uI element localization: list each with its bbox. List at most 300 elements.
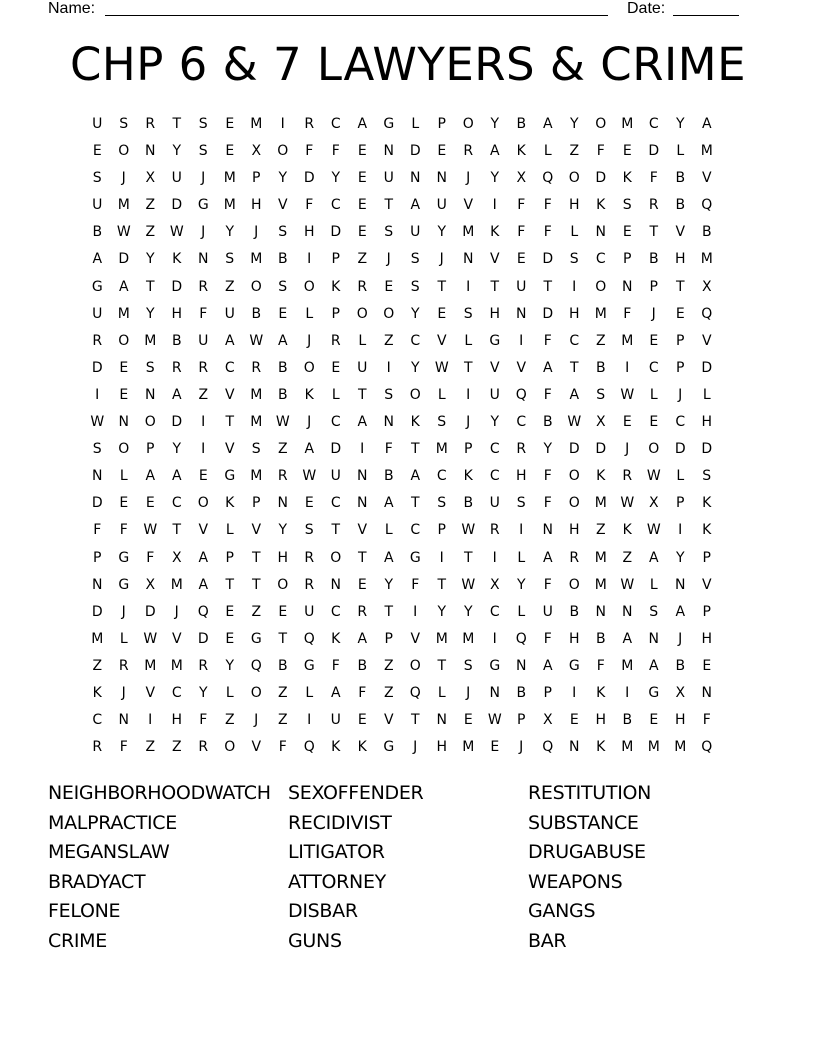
grid-letter: W (620, 576, 635, 593)
grid-letter: L (384, 522, 393, 539)
grid-letter: R (304, 549, 315, 566)
grid-letter: L (570, 224, 579, 241)
word-list-item: FELONE (48, 900, 121, 923)
grid-letter: E (357, 170, 367, 187)
grid-letter: R (92, 332, 103, 349)
grid-letter: T (384, 603, 394, 620)
grid-letter: M (117, 197, 130, 214)
grid-letter: W (487, 712, 502, 729)
grid-letter: L (517, 549, 526, 566)
grid-letter: M (462, 630, 475, 647)
grid-letter: P (225, 549, 234, 566)
grid-letter: Z (224, 712, 235, 729)
grid-letter: Z (198, 386, 209, 403)
grid-letter: N (569, 739, 580, 756)
grid-letter: T (410, 495, 420, 512)
grid-letter: M (700, 251, 713, 268)
grid-letter: L (649, 576, 658, 593)
grid-letter: H (701, 414, 713, 431)
word-list (48, 779, 768, 957)
grid-letter: Y (384, 576, 394, 593)
grid-letter: Z (383, 332, 394, 349)
grid-letter: B (171, 332, 182, 349)
grid-letter: M (594, 549, 607, 566)
grid-letter: H (674, 712, 686, 729)
word-list-item: DISBAR (288, 900, 358, 923)
grid-letter: X (675, 684, 686, 701)
grid-letter: L (517, 603, 526, 620)
grid-letter: O (303, 278, 315, 295)
grid-letter: T (357, 386, 367, 403)
grid-letter: P (517, 712, 526, 729)
grid-letter: N (542, 522, 553, 539)
grid-letter: J (201, 224, 206, 241)
grid-letter: R (304, 116, 315, 132)
grid-letter: J (651, 305, 656, 322)
grid-letter: V (224, 441, 235, 458)
grid-letter: V (251, 522, 262, 539)
grid-letter: J (466, 170, 471, 187)
grid-letter: S (463, 305, 473, 322)
grid-letter: O (250, 684, 262, 701)
grid-letter: S (622, 197, 632, 214)
grid-letter: Y (675, 116, 685, 132)
grid-letter: Z (595, 522, 606, 539)
grid-letter: W (620, 495, 635, 512)
grid-letter: Y (463, 603, 473, 620)
grid-letter: D (648, 143, 660, 160)
grid-letter: V (224, 386, 235, 403)
grid-letter: N (622, 278, 633, 295)
grid-letter: L (437, 684, 446, 701)
grid-letter: V (489, 359, 500, 376)
grid-letter: Q (515, 386, 527, 403)
grid-letter: N (436, 712, 447, 729)
grid-letter: Y (437, 224, 447, 241)
grid-letter: S (437, 495, 447, 512)
grid-letter: J (439, 251, 444, 268)
grid-letter: G (250, 630, 262, 647)
grid-letter: N (118, 712, 129, 729)
grid-letter: J (678, 386, 683, 403)
grid-letter: A (542, 116, 553, 132)
grid-letter: J (466, 684, 471, 701)
grid-letter: T (278, 630, 288, 647)
grid-letter: P (623, 251, 632, 268)
grid-letter: E (384, 278, 394, 295)
grid-letter: D (197, 630, 209, 647)
grid-letter: L (437, 386, 446, 403)
grid-letter: O (568, 495, 580, 512)
grid-letter: I (148, 712, 153, 729)
grid-letter: E (437, 143, 447, 160)
grid-letter: R (648, 197, 659, 214)
grid-letter: X (595, 414, 606, 431)
grid-letter: C (436, 468, 447, 485)
grid-letter: I (307, 712, 312, 729)
grid-letter: T (172, 522, 182, 539)
grid-letter: F (543, 630, 552, 647)
grid-letter: O (568, 170, 580, 187)
grid-letter: U (357, 359, 368, 376)
grid-letter: S (92, 170, 102, 187)
grid-letter: V (701, 576, 712, 593)
grid-letter: S (516, 495, 526, 512)
grid-letter: H (568, 522, 580, 539)
grid-letter: E (331, 359, 341, 376)
grid-letter: T (225, 414, 235, 431)
grid-letter: S (225, 251, 235, 268)
grid-letter: B (251, 305, 262, 322)
grid-letter: G (303, 657, 315, 674)
grid-letter: O (383, 305, 395, 322)
grid-letter: W (461, 522, 476, 539)
grid-letter: A (277, 332, 288, 349)
word-list-item: SUBSTANCE (528, 811, 639, 834)
grid-letter: R (357, 603, 368, 620)
grid-letter: N (383, 143, 394, 160)
grid-letter: L (676, 468, 685, 485)
grid-letter: F (119, 522, 128, 539)
grid-letter: D (91, 359, 103, 376)
grid-letter: L (305, 305, 314, 322)
grid-letter: F (517, 224, 526, 241)
grid-letter: E (622, 143, 632, 160)
grid-letter: Y (569, 116, 579, 132)
grid-letter: A (198, 576, 209, 593)
grid-letter: F (543, 386, 552, 403)
grid-letter: P (676, 359, 685, 376)
grid-letter: A (171, 468, 182, 485)
grid-letter: A (118, 278, 129, 295)
grid-letter: T (357, 549, 367, 566)
grid-letter: S (384, 224, 394, 241)
grid-letter: S (384, 386, 394, 403)
grid-letter: L (411, 116, 420, 132)
grid-letter: V (251, 739, 262, 756)
grid-letter: B (569, 603, 580, 620)
grid-letter: M (223, 170, 236, 187)
grid-letter: E (649, 712, 659, 729)
grid-letter: K (622, 170, 632, 187)
grid-letter: F (517, 197, 526, 214)
grid-letter: Z (171, 739, 182, 756)
grid-letter: G (383, 739, 395, 756)
grid-letter: M (594, 576, 607, 593)
grid-letter: V (436, 332, 447, 349)
grid-letter: R (145, 116, 156, 132)
grid-letter: K (331, 630, 341, 647)
grid-letter: F (543, 468, 552, 485)
grid-letter: Z (277, 441, 288, 458)
grid-letter: G (91, 278, 103, 295)
grid-letter: H (489, 305, 501, 322)
grid-letter: T (437, 576, 447, 593)
grid-letter: J (121, 603, 126, 620)
grid-letter: E (437, 305, 447, 322)
grid-letter: L (305, 684, 314, 701)
grid-letter: S (92, 441, 102, 458)
grid-letter: L (225, 684, 234, 701)
grid-letter: H (277, 549, 289, 566)
grid-letter: W (646, 468, 661, 485)
grid-letter: A (701, 116, 712, 132)
grid-letter: K (702, 522, 712, 539)
grid-letter: M (223, 197, 236, 214)
grid-letter: B (463, 495, 474, 512)
grid-letter: J (519, 739, 524, 756)
word-list-item: RECIDIVIST (288, 811, 392, 834)
name-blank-line (105, 15, 608, 16)
grid-letter: E (225, 630, 235, 647)
grid-letter: M (435, 630, 448, 647)
grid-letter: K (596, 197, 606, 214)
grid-letter: M (594, 305, 607, 322)
grid-letter: E (675, 305, 685, 322)
grid-letter: F (358, 684, 367, 701)
grid-letter: J (413, 739, 418, 756)
grid-letter: X (251, 143, 262, 160)
grid-letter: M (117, 305, 130, 322)
grid-letter: D (330, 441, 342, 458)
grid-letter: J (174, 603, 179, 620)
grid-letter: K (331, 739, 341, 756)
grid-letter: Z (383, 684, 394, 701)
grid-letter: F (543, 576, 552, 593)
grid-letter: T (543, 278, 553, 295)
grid-letter: S (463, 657, 473, 674)
grid-letter: J (121, 684, 126, 701)
grid-letter: B (701, 224, 712, 241)
grid-letter: O (409, 657, 421, 674)
grid-letter: E (702, 657, 712, 674)
grid-letter: E (622, 414, 632, 431)
grid-letter: N (489, 684, 500, 701)
grid-letter: N (675, 576, 686, 593)
grid-letter: A (489, 143, 500, 160)
grid-letter: I (572, 684, 577, 701)
grid-letter: I (519, 522, 524, 539)
grid-letter: L (119, 630, 128, 647)
grid-letter: P (437, 522, 446, 539)
grid-letter: K (622, 522, 632, 539)
grid-letter: O (118, 143, 130, 160)
grid-letter: B (622, 712, 633, 729)
grid-letter: N (648, 630, 659, 647)
grid-letter: R (198, 359, 209, 376)
grid-letter: I (678, 522, 683, 539)
grid-letter: F (305, 197, 314, 214)
grid-letter: V (410, 630, 421, 647)
grid-letter: N (145, 386, 156, 403)
grid-letter: O (648, 441, 660, 458)
grid-letter: J (386, 251, 391, 268)
grid-letter: D (118, 251, 130, 268)
word-list-item: CRIME (48, 929, 107, 952)
grid-letter: L (649, 386, 658, 403)
grid-letter: S (596, 386, 606, 403)
grid-letter: D (409, 143, 421, 160)
grid-letter: K (463, 468, 473, 485)
grid-letter: X (542, 712, 553, 729)
grid-letter: H (568, 197, 580, 214)
grid-letter: I (201, 414, 206, 431)
grid-letter: H (171, 712, 183, 729)
grid-letter: P (252, 495, 261, 512)
grid-letter: Y (278, 170, 288, 187)
grid-letter: V (701, 332, 712, 349)
grid-letter: P (676, 495, 685, 512)
grid-letter: R (463, 143, 474, 160)
grid-letter: C (224, 359, 235, 376)
grid-letter: J (121, 170, 126, 187)
grid-letter: S (410, 251, 420, 268)
grid-letter: X (701, 278, 712, 295)
grid-letter: U (92, 305, 103, 322)
grid-letter: M (621, 657, 634, 674)
grid-letter: Q (303, 630, 315, 647)
grid-letter: O (224, 739, 236, 756)
grid-letter: H (171, 305, 183, 322)
grid-letter: K (596, 684, 606, 701)
grid-letter: I (95, 386, 100, 403)
grid-letter: T (675, 278, 685, 295)
grid-letter: W (90, 414, 105, 431)
grid-letter: J (201, 170, 206, 187)
grid-letter: H (595, 712, 607, 729)
grid-letter: T (437, 278, 447, 295)
grid-letter: F (199, 712, 208, 729)
grid-letter: C (330, 414, 341, 431)
grid-letter: K (596, 468, 606, 485)
grid-letter: A (383, 495, 394, 512)
grid-letter: D (542, 305, 554, 322)
grid-letter: F (543, 495, 552, 512)
word-list-item: DRUGABUSE (528, 841, 646, 864)
grid-letter: M (170, 657, 183, 674)
grid-letter: S (649, 603, 659, 620)
grid-letter: B (277, 251, 288, 268)
grid-letter: O (277, 576, 289, 593)
grid-letter: E (198, 468, 208, 485)
grid-letter: O (595, 278, 607, 295)
grid-letter: Y (198, 684, 208, 701)
grid-letter: S (437, 414, 447, 431)
grid-letter: E (463, 712, 473, 729)
word-list-item: GANGS (528, 900, 596, 923)
grid-letter: Z (277, 684, 288, 701)
grid-letter: D (91, 603, 103, 620)
grid-letter: B (277, 386, 288, 403)
grid-letter: R (330, 332, 341, 349)
grid-letter: T (410, 441, 420, 458)
grid-letter: Y (225, 224, 235, 241)
grid-letter: F (331, 657, 340, 674)
date-label: Date: (627, 0, 666, 17)
grid-letter: A (675, 603, 686, 620)
grid-letter: U (516, 278, 527, 295)
grid-letter: G (568, 657, 580, 674)
grid-letter: I (519, 332, 524, 349)
grid-letter: N (145, 143, 156, 160)
grid-letter: Q (542, 739, 554, 756)
grid-letter: J (254, 712, 259, 729)
grid-letter: B (383, 468, 394, 485)
grid-letter: J (307, 332, 312, 349)
grid-letter: F (119, 739, 128, 756)
grid-letter: O (118, 332, 130, 349)
grid-letter: Y (490, 170, 500, 187)
grid-letter: L (331, 386, 340, 403)
grid-letter: I (466, 386, 471, 403)
grid-letter: C (569, 332, 580, 349)
grid-letter: P (384, 630, 393, 647)
grid-letter: B (595, 630, 606, 647)
grid-letter: A (145, 468, 156, 485)
grid-letter: J (466, 414, 471, 431)
grid-letter: R (489, 522, 500, 539)
grid-letter: P (676, 332, 685, 349)
grid-letter: T (225, 576, 235, 593)
grid-letter: U (224, 305, 235, 322)
grid-letter: Y (331, 170, 341, 187)
word-list-item: LITIGATOR (288, 841, 385, 864)
grid-letter: E (649, 332, 659, 349)
grid-letter: N (595, 603, 606, 620)
grid-letter: Q (701, 305, 713, 322)
grid-letter: S (702, 468, 712, 485)
grid-letter: Q (542, 170, 554, 187)
grid-letter: U (198, 332, 209, 349)
grid-letter: F (411, 576, 420, 593)
grid-letter: L (543, 143, 552, 160)
grid-letter: P (437, 116, 446, 132)
grid-letter: Z (357, 251, 368, 268)
grid-letter: F (199, 305, 208, 322)
grid-letter: A (330, 684, 341, 701)
word-list-item: WEAPONS (528, 870, 623, 893)
grid-letter: T (463, 359, 473, 376)
grid-letter: F (623, 305, 632, 322)
grid-letter: Z (383, 657, 394, 674)
grid-letter: X (145, 576, 156, 593)
grid-letter: N (357, 495, 368, 512)
grid-letter: L (358, 332, 367, 349)
grid-letter: J (307, 414, 312, 431)
grid-letter: O (250, 278, 262, 295)
grid-letter: P (146, 441, 155, 458)
grid-letter: K (357, 739, 367, 756)
grid-letter: T (172, 116, 182, 132)
grid-letter: G (118, 576, 130, 593)
grid-letter: Z (622, 549, 633, 566)
grid-letter: K (702, 495, 712, 512)
grid-letter: H (515, 468, 527, 485)
grid-letter: E (649, 414, 659, 431)
grid-letter: H (303, 224, 315, 241)
grid-letter: F (543, 224, 552, 241)
grid-letter: D (303, 170, 315, 187)
grid-letter: M (700, 143, 713, 160)
grid-letter: V (516, 359, 527, 376)
grid-letter: K (172, 251, 182, 268)
grid-letter: A (383, 549, 394, 566)
grid-letter: F (649, 170, 658, 187)
grid-letter: O (144, 414, 156, 431)
grid-letter: V (198, 522, 209, 539)
grid-letter: R (622, 468, 633, 485)
grid-letter: C (489, 603, 500, 620)
